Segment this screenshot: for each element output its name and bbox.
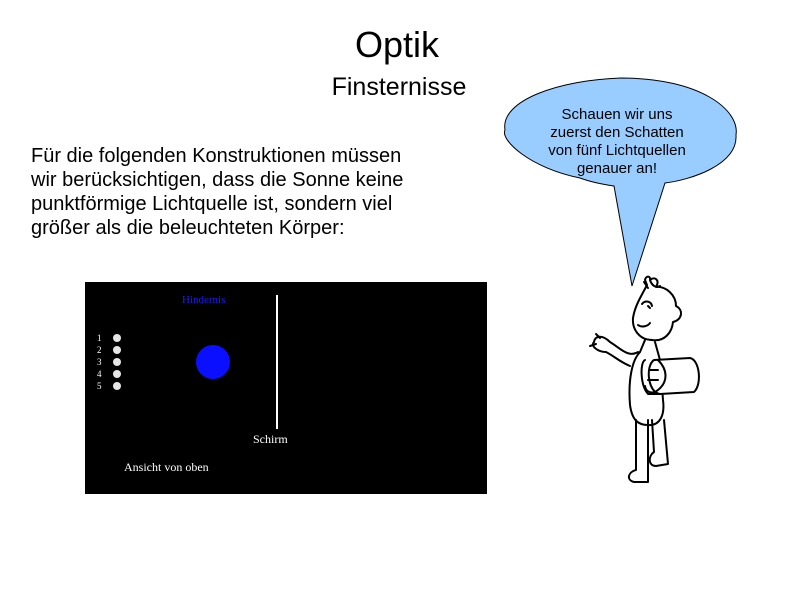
light-source-number-1: 1 — [97, 333, 102, 343]
light-source-number-2: 2 — [97, 345, 102, 355]
light-source-number-5: 5 — [97, 381, 102, 391]
view-label: Ansicht von oben — [124, 460, 209, 474]
bubble-line-4: genauer an! — [576, 160, 658, 177]
screen-label: Schirm — [253, 432, 288, 446]
body-line-2: wir berücksichtigen, dass die Sonne keine — [31, 169, 404, 191]
character-book — [649, 358, 699, 394]
bubble-line-2: zuerst den Schatten — [550, 124, 684, 141]
body-line-1: Für die folgenden Konstruktionen müssen — [31, 145, 402, 167]
bubble-line-1: Schauen wir uns — [561, 106, 673, 123]
light-source-number-3: 3 — [97, 357, 102, 367]
character-leg-right — [650, 420, 668, 466]
obstacle-label: Hindernis — [182, 294, 226, 306]
light-source-number-4: 4 — [97, 369, 102, 379]
slide-subtitle: Finsternisse — [331, 73, 467, 101]
body-line-4: größer als die beleuchteten Körper: — [31, 217, 345, 239]
bubble-line-3: von fünf Lichtquellen — [548, 142, 686, 159]
body-line-3: punktförmige Lichtquelle ist, sondern viel — [31, 193, 393, 215]
slide-title: Optik — [354, 24, 440, 65]
character-leg-left — [629, 420, 648, 482]
character-arm-left — [593, 337, 638, 366]
